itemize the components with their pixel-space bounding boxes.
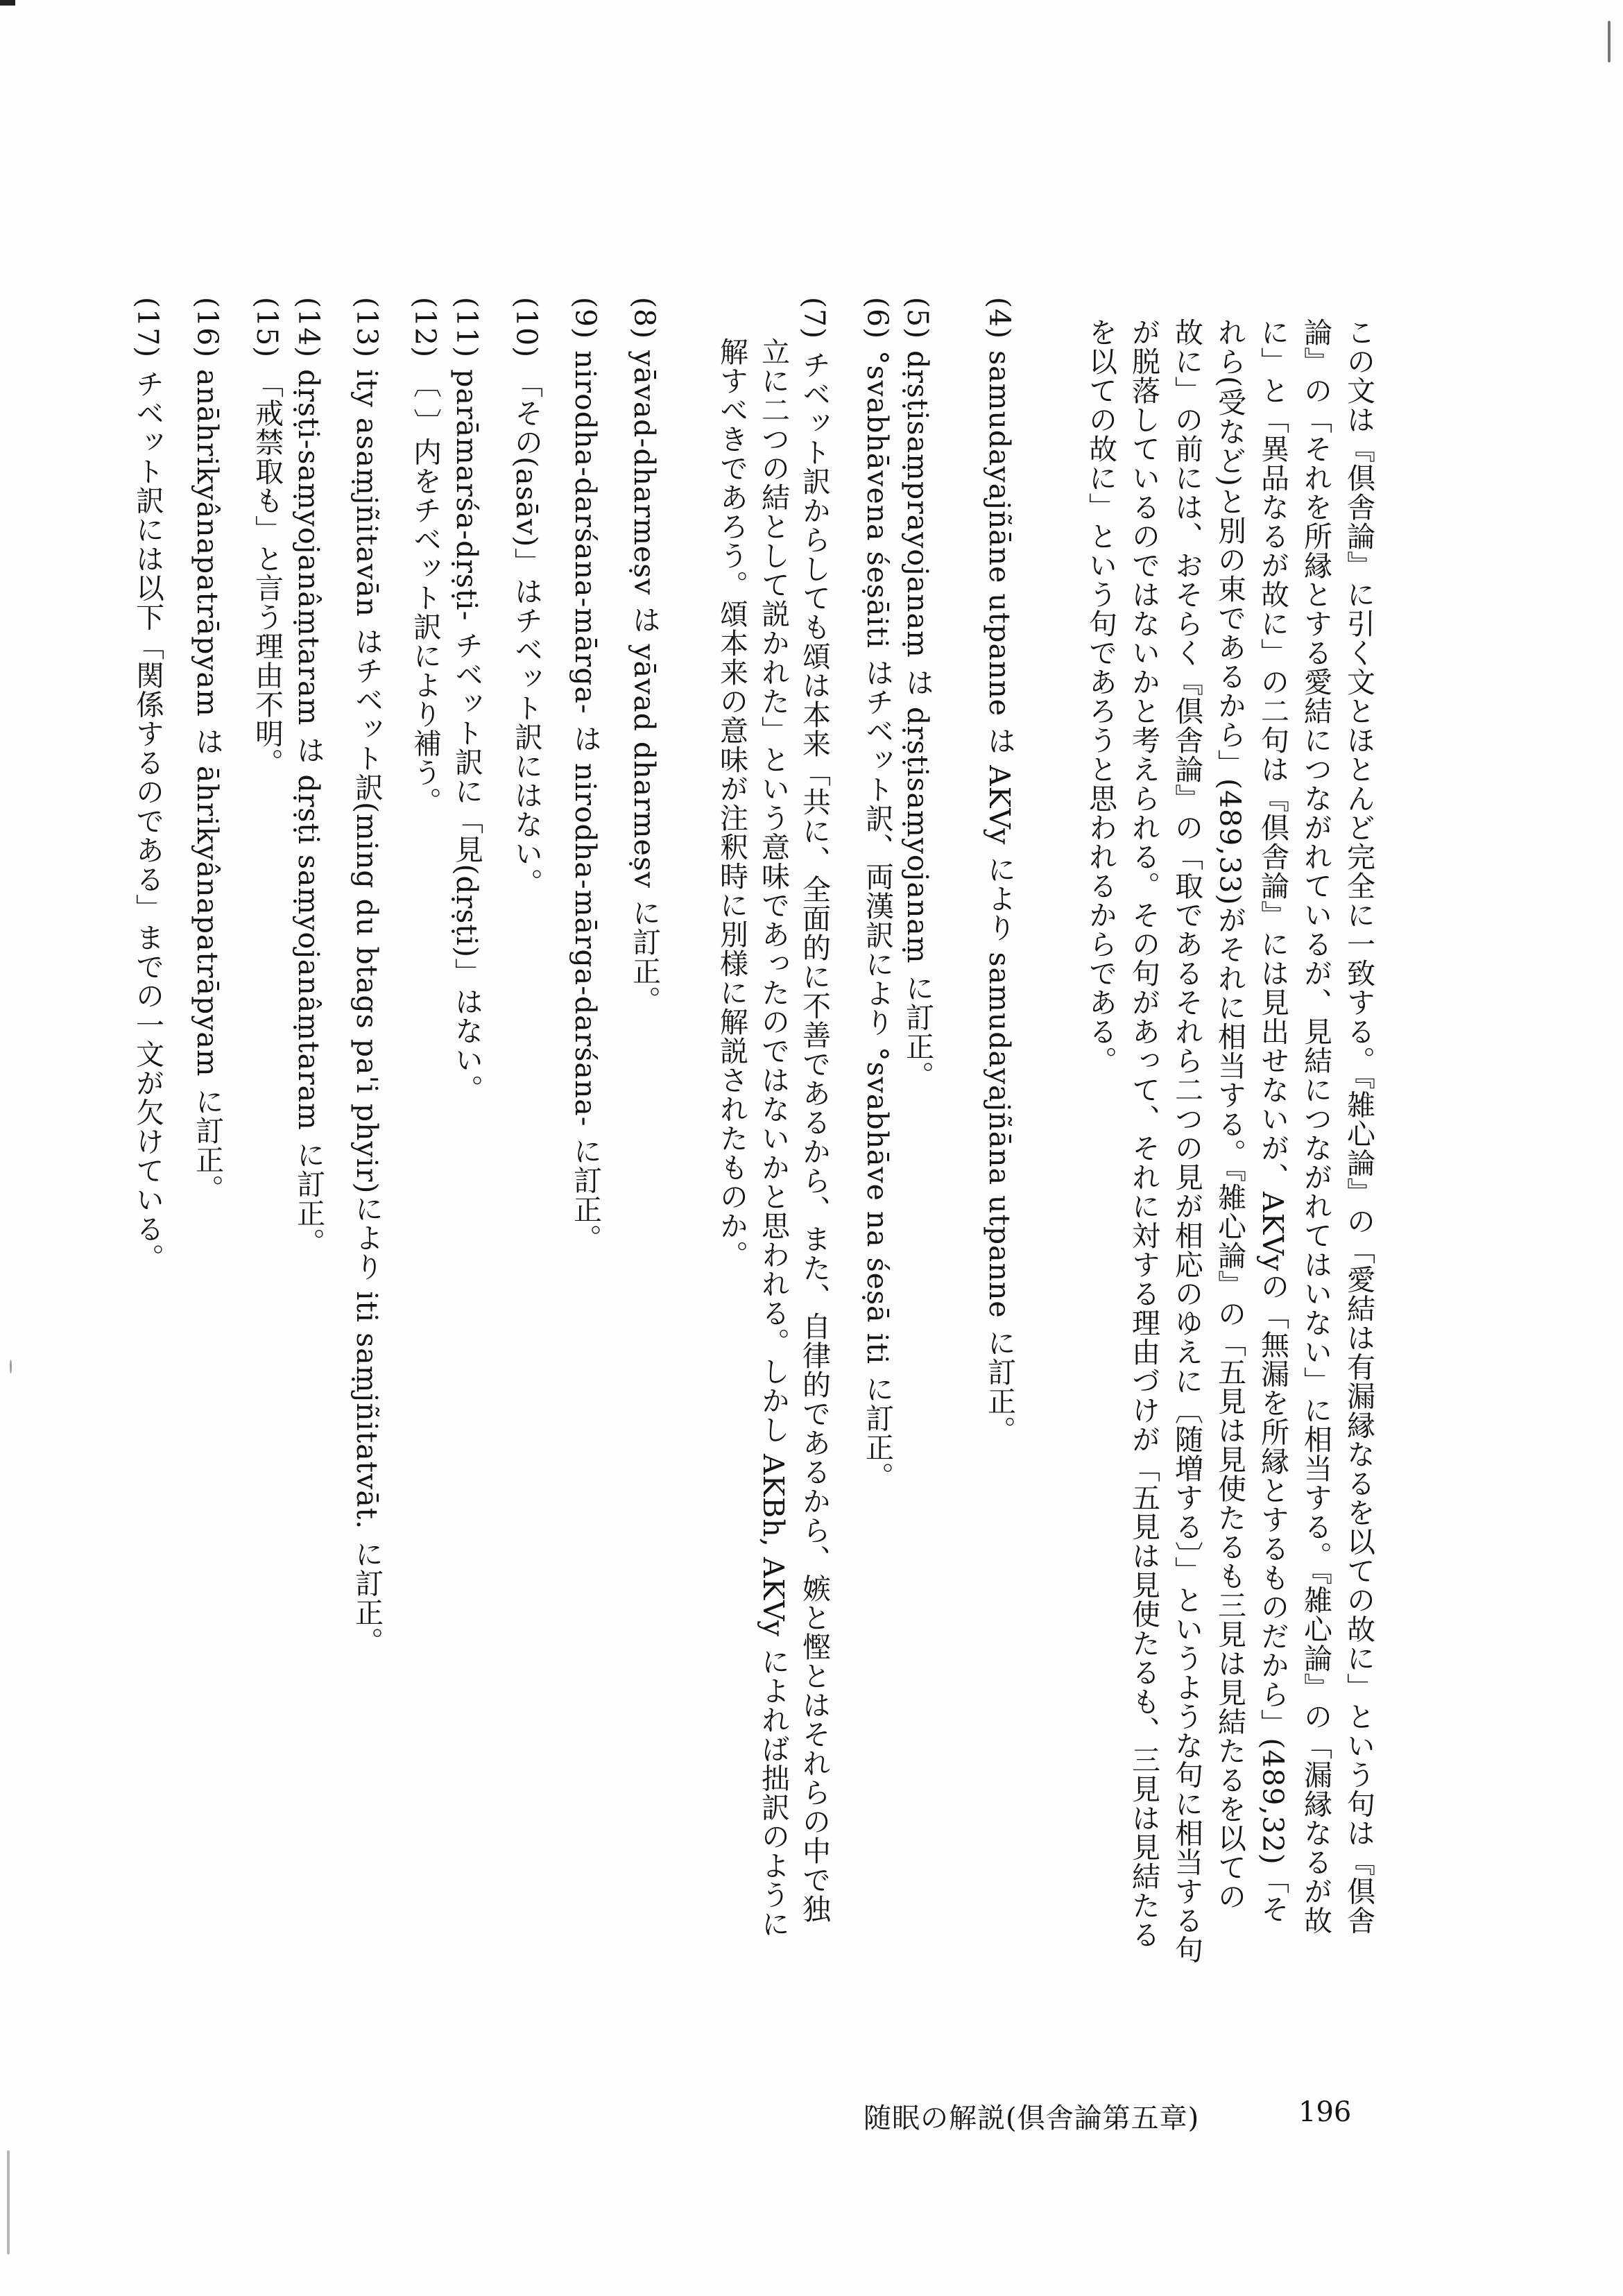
note-7: [798, 297, 831, 1924]
note-8: [628, 297, 661, 1016]
body-line: [1258, 318, 1287, 1924]
note-number: (15): [250, 297, 284, 359]
note-text: nirodha-darśana-mārga- は nirodha-mārga-darśana- に訂正。: [569, 350, 602, 1253]
body-line-text: が脱落しているのではないかと考えられる。その句があって、それに対する理由づけが「五見は見使たるも、三見は見結たる: [1127, 318, 1160, 1949]
note-text: 〔 〕内をチベット訳により補う。: [409, 369, 442, 816]
body-line-text: 故に」の前には、おそらく『倶舎論』の「取であるそれら二つの見が相応のゆえに〔随増する〕」というような句に相当する句: [1170, 318, 1203, 1964]
note-text: チベット訳からしても頌は本来「共に、全面的に不善であるから、また、自律的であるから、嫉と慳とはそれらの中で独: [798, 350, 831, 1924]
note-number: (4): [983, 297, 1016, 340]
body-line: [1344, 318, 1373, 1935]
note-number: (9): [569, 297, 602, 340]
body-line-text: を以ての故に」という句であろうと思われるからである。: [1084, 318, 1117, 1075]
note-text: dṛṣṭi-saṃyojanâṃtaram は dṛṣṭi saṃyojanâṃtaram に訂正。: [292, 369, 325, 1257]
note-number: (16): [191, 297, 224, 359]
page-number: 196: [1298, 2096, 1352, 2128]
note-text: 「その(asāv)」はチベット訳にはない。: [510, 369, 543, 898]
body-line: [1129, 318, 1158, 1949]
note-number: (17): [131, 297, 164, 359]
body-line: [1215, 318, 1244, 1911]
note-text: 「戒禁取も」と言う理由不明。: [250, 369, 284, 778]
body-line-text: れら(受など)と別の束であるから」(489,33)がそれに相当する。『雑心論』の「五見は見使たるも三見は見結たるを以ての: [1213, 318, 1246, 1911]
scan-speck: [10, 1360, 12, 1373]
note-12: [409, 297, 442, 816]
note-14: [294, 297, 323, 1257]
note-number: (10): [510, 297, 543, 359]
note-11: [452, 297, 481, 1104]
note-7-cont: [757, 337, 790, 1939]
body-line: [1086, 318, 1115, 1075]
note-number: (12): [409, 297, 442, 359]
body-line-text: この文は『倶舎論』に引く文とほとんど完全に一致する。『雑心論』の「愛結は有漏縁なるを以ての故に」という句は『倶舎: [1342, 318, 1375, 1935]
scan-edge-mark: [0, 0, 15, 6]
note-text: yāvad-dharmeṣv は yāvad dharmeṣv に訂正。: [628, 350, 661, 1016]
note-10: [510, 297, 543, 898]
note-text: samudayajñāne utpanne は AKVy により samudayajñāna utpanne に訂正。: [983, 350, 1016, 1445]
note-6: [861, 297, 894, 1491]
note-number: (14): [292, 297, 325, 359]
body-line-text: 論』の「それを所縁とする愛結につながれているが、見結につながれてはいない」に相当する。『雑心論』の「漏縁なるが故: [1299, 318, 1332, 1935]
note-7-cont: [717, 337, 746, 1269]
note-text: チベット訳には以下「関係するのである」までの一文が欠けている。: [131, 369, 164, 1273]
note-number: (13): [350, 297, 384, 359]
note-15: [250, 297, 284, 778]
note-13: [350, 297, 384, 1656]
note-5: [901, 297, 934, 1090]
note-number: (8): [628, 297, 661, 340]
note-16: [191, 297, 224, 1203]
note-text: parāmarśa-dṛṣṭi- チベット訳に「見(dṛṣṭi)」はない。: [450, 369, 483, 1104]
note-9: [569, 297, 602, 1253]
note-number: (5): [901, 297, 934, 340]
note-number: (11): [450, 297, 483, 359]
note-text: 解すべきであろう。頌本来の意味が注釈時に別様に解説されたものか。: [715, 337, 748, 1269]
note-text: °svabhāvena śeṣāiti はチベット訳、両漢訳により °svabhāve na śeṣā iti に訂正。: [861, 350, 894, 1491]
body-line: [1172, 318, 1201, 1964]
note-17: [133, 297, 162, 1272]
scan-speck: [1608, 21, 1611, 62]
scan-speck: [7, 2150, 10, 2254]
note-text: ity asaṃjñitavān はチベット訳(ming du btags pa'i phyir)により iti saṃjñitatvāt. に訂正。: [350, 369, 384, 1656]
body-line-text: に」と「異品なるが故に」の二句は『倶舎論』には見出せないが、AKVyの「無漏を所縁とするものだから」(489,32)「そ: [1256, 318, 1289, 1924]
running-title: 随眠の解説(倶舎論第五章): [864, 2102, 1200, 2134]
note-text: anāhrikyânapatrāpyam は āhrikyânapatrāpyam に訂正。: [191, 369, 224, 1203]
body-line: [1301, 318, 1330, 1935]
note-text: dṛṣṭisaṃprayojanaṃ は dṛṣṭisaṃyojanaṃ に訂正。: [901, 350, 934, 1090]
note-number: (6): [861, 297, 894, 340]
note-text: 立に二つの結として説かれた」という意味であったのではないかと思われる。しかし AKBh, AKVy によれば拙訳のように: [757, 337, 790, 1939]
note-number: (7): [798, 297, 831, 340]
note-4: [983, 297, 1016, 1445]
